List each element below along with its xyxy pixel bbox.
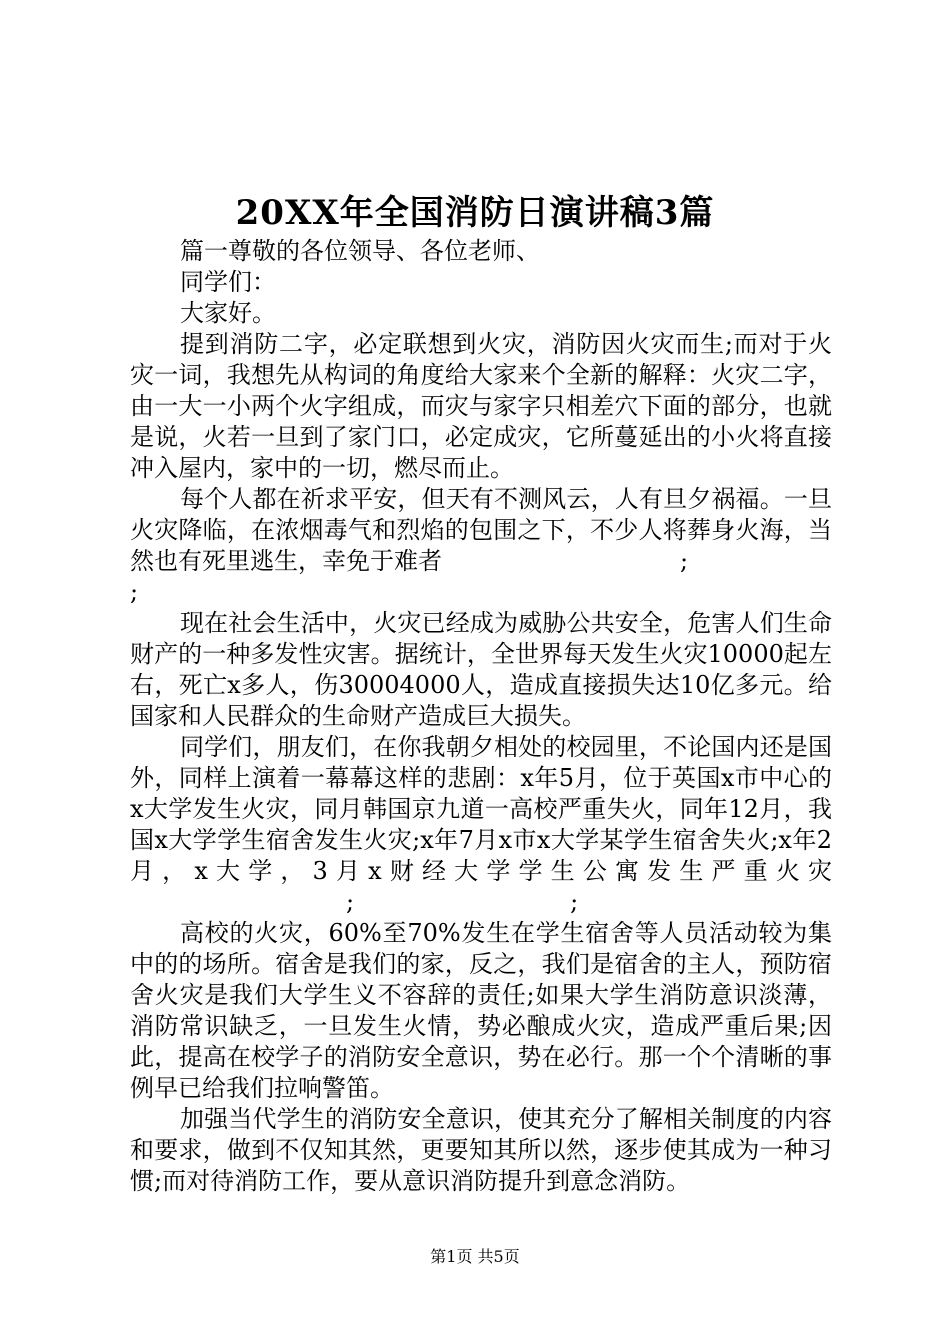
- paragraph-statistics: 现在社会生活中，火灾已经成为威胁公共安全，危害人们生命财产的一种多发性灾害。据统计，全世界每天发生火灾10000起左右，死亡x多人，伤30004000人，造成直接损失达10亿多元。给国家和人民群众的生命财产造成巨大损失。: [130, 609, 832, 730]
- paragraph-addressee: 同学们：: [180, 268, 276, 296]
- semicolon-mark: ;: [680, 547, 689, 575]
- paragraph-awareness: 加强当代学生的消防安全意识，使其充分了解相关制度的内容和要求，做到不仅知其然，更要知其所以然，逐步使其成为一种习惯;而对待消防工作，要从意识消防提升到意念消防。: [130, 1105, 832, 1195]
- paragraph-campus-tragedies-text: 同学们，朋友们，在你我朝夕相处的校园里，不论国内还是国外，同样上演着一幕幕这样的悲剧：x年5月，位于英国x市中心的x大学发生火灾，同月韩国京九道一高校严重失火，同年12月，我国x大学学生宿舍发生火灾;x年7月x市x大学某学生宿舍失火;x年2月，x大学，3月x财经大学学生公寓发生严重火灾: [130, 733, 832, 885]
- paragraph-survivors: [130, 484, 832, 577]
- paragraph-survivors-text: 每个人都在祈求平安，但天有不测风云，人有旦夕祸福。一旦火灾降临，在浓烟毒气和烈焰的包围之下，不少人将葬身火海，当然也有死里逃生，幸免于难者: [130, 485, 832, 575]
- semicolon-mark: ;: [346, 888, 355, 916]
- paragraph-fire-definition: 提到消防二字，必定联想到火灾，消防因火灾而生;而对于火灾一词，我想先从构词的角度给大家来个全新的解释：火灾二字，由一大一小两个火字组成，而灾与家字只相差穴下面的部分，也就是说，火若一旦到了家门口，必定成灾，它所蔓延出的小火将直接冲入屋内，家中的一切，燃尽而止。: [130, 330, 832, 482]
- page-footer: 第1页 共5页: [430, 1247, 520, 1266]
- paragraph-dormitory-fires: 高校的火灾，60%至70%发生在学生宿舍等人员活动较为集中的的场所。宿舍是我们的家，反之，我们是宿舍的主人，预防宿舍火灾是我们大学生义不容辞的责任;如果大学生消防意识淡薄，消防常识缺乏，一旦发生火情，势必酿成火灾，造成严重后果;因此，提高在校学子的消防安全意识，势在必行。那一个个清晰的事例早已给我们拉响警笛。: [130, 919, 832, 1102]
- document-body: [130, 236, 832, 1197]
- semicolon-line: ;: [130, 578, 139, 606]
- semicolon-mark: ;: [570, 888, 579, 916]
- document-title: 20XX年全国消防日演讲稿3篇: [235, 193, 715, 233]
- paragraph-greeting: 大家好。: [180, 299, 276, 327]
- paragraph-campus-tragedies: [130, 732, 832, 918]
- paragraph-salutation: 篇一尊敬的各位领导、各位老师、: [180, 237, 540, 265]
